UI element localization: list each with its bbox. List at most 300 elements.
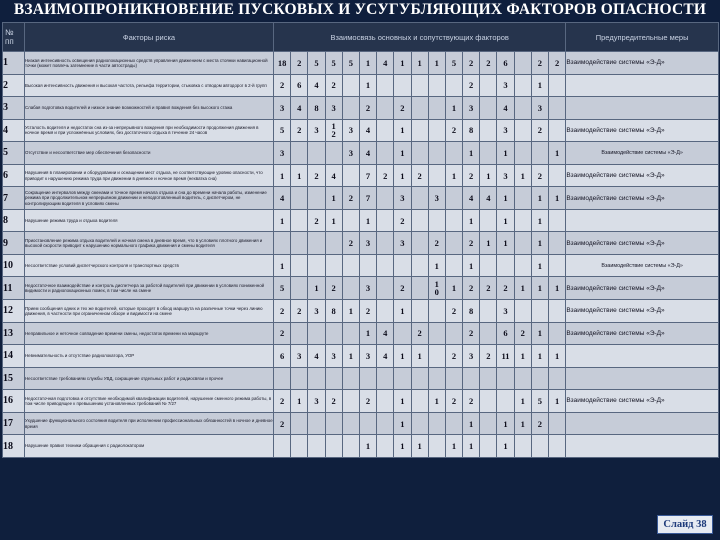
row-number: 4: [3, 119, 25, 142]
table-row: [3, 52, 719, 75]
preventive-measure: Взаимодействие системы «Э-Д»: [566, 390, 719, 413]
risk-factor-text: Усталость водителя и недостаток сна из-за непрерывного вождения при необходимости продолжения движения в ночное время и при усложнённых условиях, без достаточного отдыха в течение 24 часов: [25, 119, 274, 142]
interaction-value: 4: [497, 97, 514, 120]
interaction-value: 11: [497, 345, 514, 368]
preventive-measure: [566, 209, 719, 232]
risk-factor-text: Прием сообщения одних и тех же водителей, которые проходят в обход маршрута на различные точки через линию движения, в частности при ограниченном обзоре и видимости на смене: [25, 300, 274, 323]
interaction-value: 18: [274, 52, 291, 75]
interaction-value: 2: [291, 300, 308, 323]
risk-factor-text: Высокая интенсивность движения и высокая частота, рельефа территории, стыковка с отводом автодорог в 2-й групп: [25, 74, 274, 97]
preventive-measure: Взаимодействие системы «Э-Д»: [566, 254, 719, 277]
table-row: [3, 119, 719, 142]
interaction-value: 6: [497, 322, 514, 345]
interaction-value: [291, 187, 308, 210]
interaction-value: [463, 367, 480, 390]
interaction-value: [549, 232, 566, 255]
interaction-value: [514, 367, 531, 390]
interaction-value: [514, 209, 531, 232]
interaction-value: 1: [394, 435, 411, 458]
interaction-value: [325, 232, 342, 255]
preventive-measure: [566, 412, 719, 435]
interaction-value: 2: [445, 300, 462, 323]
interaction-value: 1: [463, 412, 480, 435]
interaction-value: 5: [342, 52, 359, 75]
risk-factor-text: Неправильное и неточное совпадение времени смены, недостаток времени на маршруте: [25, 322, 274, 345]
interaction-value: [308, 187, 325, 210]
interaction-value: [445, 142, 462, 165]
interaction-value: 8: [308, 97, 325, 120]
interaction-value: [411, 119, 428, 142]
table-row: [3, 345, 719, 368]
interaction-value: [445, 187, 462, 210]
interaction-value: 2: [497, 277, 514, 300]
risk-factor-text: Нарушения в планировании и оборудовании и оснащении мест отдыха, не соответствующие уровню опасности, что приводит к нарушению режима труда при движении в дневное и ночное время (нехватка сна): [25, 164, 274, 187]
interaction-value: 1: [325, 209, 342, 232]
interaction-value: [359, 367, 376, 390]
interaction-value: [514, 435, 531, 458]
risk-factor-text: Сокращение интервалов между сменами и точное время начала отдыха и сна до времени начала работы, изменение режима при продолжительном непрерывном движении и неподготовленный водитель, с диспетчером, не контролирующим водителя в условиях смены: [25, 187, 274, 210]
interaction-value: [549, 435, 566, 458]
interaction-value: [342, 254, 359, 277]
interaction-value: 3: [463, 97, 480, 120]
interaction-value: 3: [308, 390, 325, 413]
interaction-value: [549, 209, 566, 232]
interaction-value: 1: [428, 254, 445, 277]
interaction-value: 1: [531, 209, 548, 232]
interaction-value: 2: [463, 277, 480, 300]
row-number: 16: [3, 390, 25, 413]
table-row: [3, 412, 719, 435]
interaction-value: [531, 367, 548, 390]
interaction-value: 1: [274, 164, 291, 187]
preventive-measure: Взаимодействие системы «Э-Д»: [566, 119, 719, 142]
interaction-value: [480, 390, 497, 413]
interaction-value: [308, 322, 325, 345]
interaction-value: 2: [480, 345, 497, 368]
interaction-value: [308, 412, 325, 435]
interaction-value: 1: [549, 345, 566, 368]
interaction-value: [480, 142, 497, 165]
interaction-value: 2: [445, 390, 462, 413]
interaction-value: [377, 277, 394, 300]
row-number: 17: [3, 412, 25, 435]
interaction-value: 1: [394, 345, 411, 368]
row-number: 5: [3, 142, 25, 165]
interaction-value: 3: [342, 119, 359, 142]
interaction-value: [411, 209, 428, 232]
page-title: ВЗАИМОПРОНИКНОВЕНИЕ ПУСКОВЫХ И УСУГУБЛЯЮЩИХ ФАКТОРОВ ОПАСНОСТИ: [13, 1, 707, 18]
interaction-value: [428, 435, 445, 458]
table-row: [3, 277, 719, 300]
interaction-value: 1: [411, 435, 428, 458]
interaction-value: [377, 209, 394, 232]
interaction-value: [428, 97, 445, 120]
interaction-value: [514, 74, 531, 97]
interaction-value: 4: [359, 142, 376, 165]
interaction-value: [377, 119, 394, 142]
table-row: [3, 322, 719, 345]
row-number: 18: [3, 435, 25, 458]
interaction-value: [480, 119, 497, 142]
risk-factor-text: Приостановление режима отдыха водителей и ночная смена в дневное время, что в условиях плотного движения и высокой скорости приводит к нарушению нормального графика движения и смены водителя: [25, 232, 274, 255]
interaction-value: 1: [291, 164, 308, 187]
table-row: [3, 254, 719, 277]
interaction-value: 8: [463, 300, 480, 323]
interaction-value: 2: [411, 164, 428, 187]
interaction-value: [377, 142, 394, 165]
interaction-value: [342, 277, 359, 300]
interaction-value: 2: [463, 164, 480, 187]
interaction-value: [394, 367, 411, 390]
interaction-value: 3: [497, 300, 514, 323]
interaction-value: [480, 300, 497, 323]
interaction-value: 1: [549, 390, 566, 413]
interaction-value: [377, 232, 394, 255]
interaction-value: [411, 390, 428, 413]
interaction-value: [428, 119, 445, 142]
preventive-measure: [566, 435, 719, 458]
interaction-value: 4: [274, 187, 291, 210]
interaction-value: 1: [274, 209, 291, 232]
interaction-value: 3: [359, 232, 376, 255]
interaction-value: [428, 164, 445, 187]
interaction-value: 1: [531, 187, 548, 210]
interaction-value: [514, 52, 531, 75]
interaction-value: [531, 142, 548, 165]
interaction-value: [274, 367, 291, 390]
interaction-value: 1 2: [325, 119, 342, 142]
table-row: [3, 164, 719, 187]
interaction-value: 2: [274, 74, 291, 97]
interaction-value: [480, 435, 497, 458]
interaction-value: 5: [445, 52, 462, 75]
interaction-value: 2: [463, 74, 480, 97]
interaction-value: [394, 322, 411, 345]
interaction-value: 2: [411, 322, 428, 345]
interaction-value: 1: [308, 277, 325, 300]
interaction-value: [325, 412, 342, 435]
preventive-measure: Взаимодействие системы «Э-Д»: [566, 277, 719, 300]
interaction-value: 5: [274, 119, 291, 142]
interaction-value: [377, 367, 394, 390]
interaction-value: 1: [497, 435, 514, 458]
interaction-value: [549, 300, 566, 323]
interaction-value: [325, 367, 342, 390]
interaction-value: 1: [445, 97, 462, 120]
interaction-value: [411, 187, 428, 210]
interaction-value: [549, 97, 566, 120]
interaction-value: [514, 187, 531, 210]
interaction-value: 4: [480, 187, 497, 210]
interaction-value: 2: [377, 164, 394, 187]
interaction-value: [325, 254, 342, 277]
interaction-value: 1: [514, 164, 531, 187]
interaction-value: [342, 435, 359, 458]
interaction-value: [291, 322, 308, 345]
interaction-value: [411, 412, 428, 435]
interaction-value: [377, 97, 394, 120]
interaction-value: [308, 254, 325, 277]
table-body: [3, 52, 719, 458]
interaction-value: 1: [359, 209, 376, 232]
interaction-value: [411, 367, 428, 390]
interaction-value: 1: [497, 209, 514, 232]
interaction-value: 7: [359, 164, 376, 187]
interaction-value: 2: [428, 232, 445, 255]
interaction-value: [308, 435, 325, 458]
table-row: [3, 74, 719, 97]
interaction-value: [428, 345, 445, 368]
interaction-value: 2: [549, 52, 566, 75]
interaction-value: 1: [342, 300, 359, 323]
interaction-value: [428, 300, 445, 323]
interaction-value: 1: [497, 142, 514, 165]
interaction-value: 5: [325, 52, 342, 75]
interaction-value: 3: [428, 187, 445, 210]
interaction-value: [342, 367, 359, 390]
interaction-value: [428, 322, 445, 345]
header-interaction: Взаимосвязь основных и сопутствующих факторов: [274, 23, 566, 52]
interaction-value: [497, 254, 514, 277]
interaction-value: 4: [291, 97, 308, 120]
interaction-value: [514, 300, 531, 323]
interaction-value: [377, 435, 394, 458]
header-number: № пп: [3, 23, 25, 52]
interaction-value: [445, 254, 462, 277]
interaction-value: 3: [359, 345, 376, 368]
interaction-value: 2: [463, 322, 480, 345]
interaction-value: [480, 322, 497, 345]
interaction-value: [325, 322, 342, 345]
interaction-value: 2: [531, 412, 548, 435]
row-number: 9: [3, 232, 25, 255]
interaction-value: 1: [531, 277, 548, 300]
hazard-factor-table: [2, 22, 719, 458]
interaction-value: [411, 254, 428, 277]
interaction-value: [549, 254, 566, 277]
interaction-value: 1: [394, 412, 411, 435]
interaction-value: [549, 74, 566, 97]
interaction-value: 1: [445, 164, 462, 187]
interaction-value: 1: [359, 435, 376, 458]
risk-factor-text: Низкая интенсивность освещения радиолокационных средств управления движением с места стоянки навигационной точки (может повлечь затемнение в части автострады): [25, 52, 274, 75]
slide-number-badge: Слайд 38: [657, 515, 713, 534]
interaction-value: [394, 254, 411, 277]
interaction-value: 1: [514, 277, 531, 300]
interaction-value: [291, 277, 308, 300]
risk-factor-text: Несоответствие требованиям службы УВД, сокращение отдельных работ и радиосвязи и прочее: [25, 367, 274, 390]
interaction-value: [445, 412, 462, 435]
preventive-measure: Взаимодействие системы «Э-Д»: [566, 142, 719, 165]
interaction-value: 1: [463, 142, 480, 165]
table-row: [3, 390, 719, 413]
interaction-value: 4: [463, 187, 480, 210]
row-number: 8: [3, 209, 25, 232]
interaction-value: [514, 119, 531, 142]
row-number: 2: [3, 74, 25, 97]
interaction-value: 1: [497, 412, 514, 435]
header-measures: Предупредительные меры: [566, 23, 719, 52]
interaction-value: [514, 232, 531, 255]
interaction-value: [342, 390, 359, 413]
interaction-value: 1: [359, 52, 376, 75]
row-number: 3: [3, 97, 25, 120]
interaction-value: 2: [463, 232, 480, 255]
interaction-value: 4: [325, 164, 342, 187]
interaction-value: [549, 164, 566, 187]
row-number: 15: [3, 367, 25, 390]
interaction-value: [308, 142, 325, 165]
interaction-value: 3: [497, 74, 514, 97]
interaction-value: 1: [549, 142, 566, 165]
preventive-measure: Взаимодействие системы «Э-Д»: [566, 232, 719, 255]
interaction-value: [531, 300, 548, 323]
interaction-value: [394, 74, 411, 97]
interaction-value: [514, 142, 531, 165]
interaction-value: [291, 254, 308, 277]
interaction-value: [274, 232, 291, 255]
row-number: 13: [3, 322, 25, 345]
interaction-value: 2: [274, 300, 291, 323]
risk-factor-text: Слабая подготовка водителей и низкое знание возможностей и правил вождения без высокого стажа: [25, 97, 274, 120]
preventive-measure: Взаимодействие системы «Э-Д»: [566, 300, 719, 323]
row-number: 11: [3, 277, 25, 300]
interaction-value: 5: [531, 390, 548, 413]
interaction-value: [377, 254, 394, 277]
interaction-value: 1: [463, 209, 480, 232]
interaction-value: 2: [531, 52, 548, 75]
interaction-value: 8: [325, 300, 342, 323]
interaction-value: 1: [325, 187, 342, 210]
interaction-value: 1: [531, 322, 548, 345]
interaction-value: 3: [308, 119, 325, 142]
preventive-measure: [566, 97, 719, 120]
interaction-value: 5: [308, 52, 325, 75]
interaction-value: 8: [463, 119, 480, 142]
interaction-value: 1: [394, 142, 411, 165]
interaction-value: 1: [531, 254, 548, 277]
interaction-value: [377, 300, 394, 323]
interaction-value: [325, 142, 342, 165]
interaction-value: 1: [531, 345, 548, 368]
interaction-value: 1: [531, 232, 548, 255]
interaction-value: 1: [497, 187, 514, 210]
interaction-value: [342, 74, 359, 97]
interaction-value: 3: [325, 97, 342, 120]
interaction-value: [342, 412, 359, 435]
interaction-value: 1: [359, 74, 376, 97]
risk-factor-text: Несоответствие условий диспетчерского контроля и транспортных средств: [25, 254, 274, 277]
preventive-measure: [566, 367, 719, 390]
table-row: [3, 97, 719, 120]
interaction-value: 1: [428, 390, 445, 413]
table-row: [3, 142, 719, 165]
interaction-value: 2: [342, 232, 359, 255]
interaction-value: [291, 412, 308, 435]
interaction-value: [428, 412, 445, 435]
interaction-value: [411, 232, 428, 255]
interaction-value: [291, 435, 308, 458]
interaction-value: 2: [359, 390, 376, 413]
interaction-value: [377, 412, 394, 435]
interaction-value: 6: [497, 52, 514, 75]
risk-factor-text: Нарушение правил техники обращения с радиолокатором: [25, 435, 274, 458]
interaction-value: [359, 412, 376, 435]
interaction-value: [274, 435, 291, 458]
interaction-value: 1: [514, 390, 531, 413]
interaction-value: [325, 435, 342, 458]
interaction-value: [445, 322, 462, 345]
interaction-value: [428, 142, 445, 165]
risk-factor-text: Недостаточное взаимодействие и контроль диспетчера за работой водителей при движении в условиях пониженной видимости и радиолокационных помех, в том числе на смене: [25, 277, 274, 300]
interaction-value: 1: [428, 52, 445, 75]
interaction-value: [411, 300, 428, 323]
interaction-value: 2: [531, 164, 548, 187]
interaction-value: [342, 97, 359, 120]
interaction-value: [480, 209, 497, 232]
row-number: 12: [3, 300, 25, 323]
interaction-value: 4: [308, 345, 325, 368]
interaction-value: 3: [308, 300, 325, 323]
table-row: [3, 187, 719, 210]
interaction-value: 1: [549, 277, 566, 300]
interaction-value: 2: [480, 277, 497, 300]
interaction-value: [445, 209, 462, 232]
interaction-value: 1: [531, 74, 548, 97]
interaction-value: 1: [445, 435, 462, 458]
table-row: [3, 232, 719, 255]
interaction-value: 4: [377, 322, 394, 345]
risk-factor-text: Невнимательность и отсутствие радиолокатора, УОР: [25, 345, 274, 368]
interaction-value: 2: [325, 277, 342, 300]
interaction-value: 7: [359, 187, 376, 210]
interaction-value: 1: [274, 254, 291, 277]
interaction-value: 6: [274, 345, 291, 368]
interaction-value: 2: [325, 74, 342, 97]
interaction-value: 1: [514, 412, 531, 435]
interaction-value: [377, 390, 394, 413]
interaction-value: 3: [497, 119, 514, 142]
interaction-value: 1: [291, 390, 308, 413]
interaction-value: 1: [394, 52, 411, 75]
interaction-value: 2: [514, 322, 531, 345]
interaction-value: 2: [480, 52, 497, 75]
interaction-value: 2: [342, 187, 359, 210]
interaction-value: 2: [445, 345, 462, 368]
interaction-value: 2: [445, 119, 462, 142]
table-row: [3, 367, 719, 390]
interaction-value: [531, 435, 548, 458]
interaction-value: 1: [342, 345, 359, 368]
interaction-value: 3: [463, 345, 480, 368]
interaction-value: [480, 367, 497, 390]
interaction-value: [291, 142, 308, 165]
interaction-value: 2: [308, 209, 325, 232]
interaction-value: 2: [394, 209, 411, 232]
interaction-value: 3: [394, 232, 411, 255]
interaction-value: [377, 74, 394, 97]
interaction-value: 1: [411, 52, 428, 75]
interaction-value: 3: [342, 142, 359, 165]
interaction-value: [291, 367, 308, 390]
interaction-value: [291, 232, 308, 255]
interaction-value: 1: [497, 232, 514, 255]
interaction-value: [411, 97, 428, 120]
row-number: 1: [3, 52, 25, 75]
interaction-value: [411, 277, 428, 300]
interaction-value: [480, 254, 497, 277]
interaction-value: [411, 74, 428, 97]
